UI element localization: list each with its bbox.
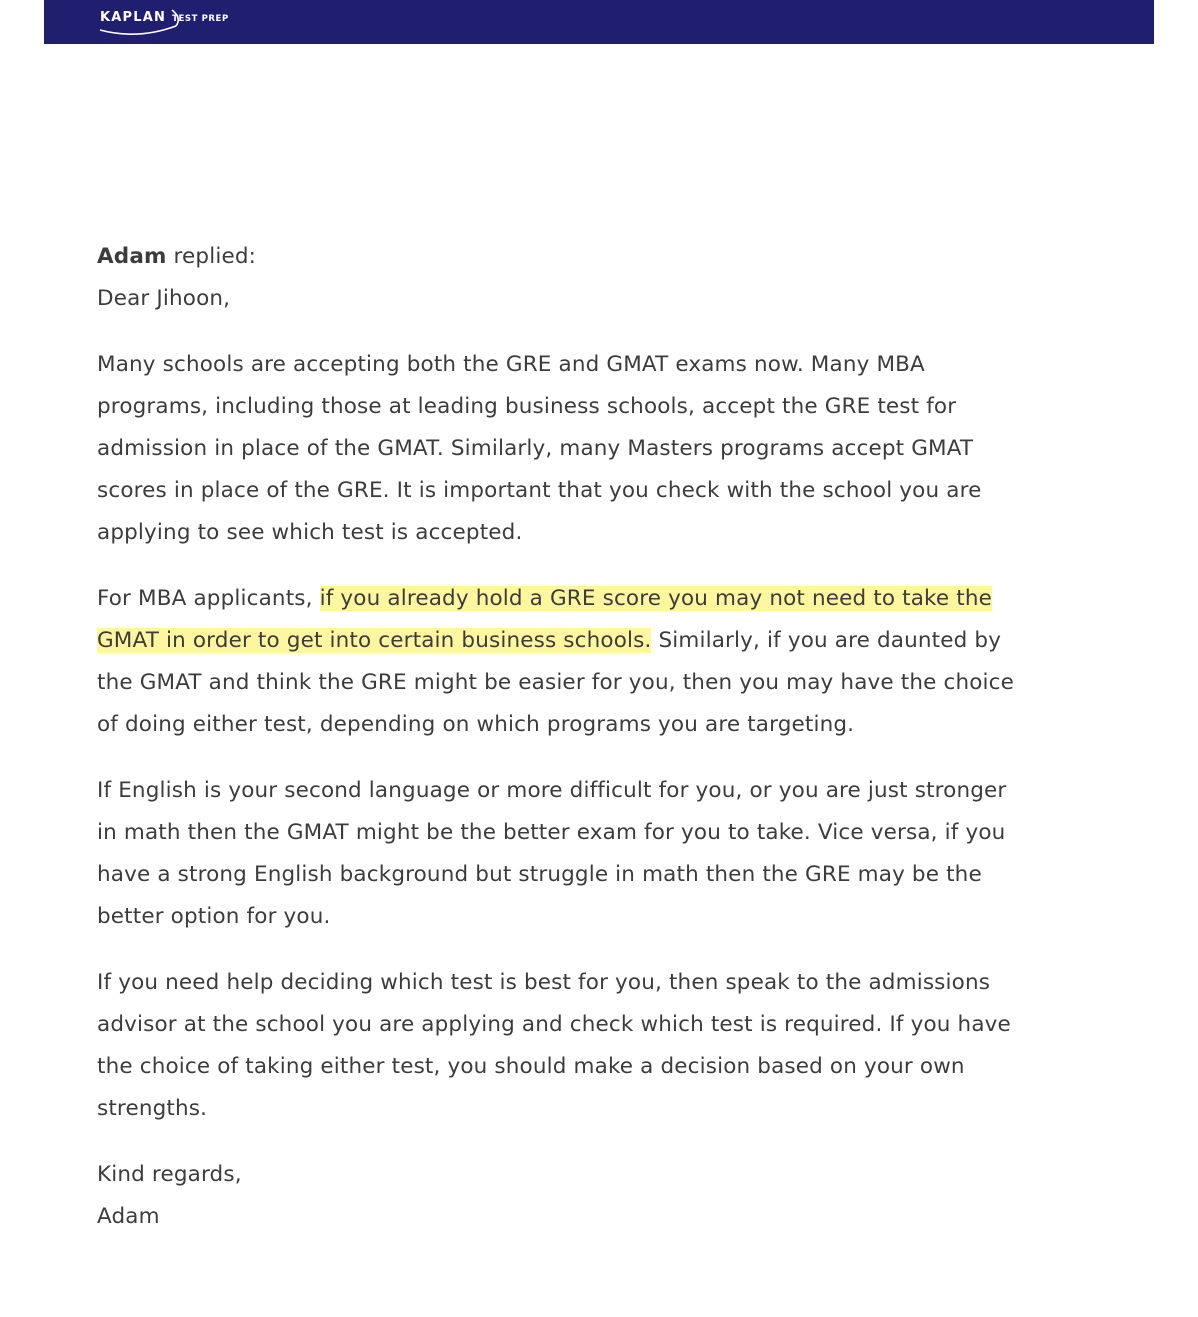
header-bar: [44, 0, 1154, 44]
paragraph-2-intro: For MBA applicants,: [97, 586, 320, 611]
closing: Kind regards,: [97, 1162, 242, 1187]
highlighted-text: if you already hold a GRE score you may not need to take the GMAT in order to get into certain business schools.: [97, 586, 992, 653]
signature: Adam: [97, 1204, 160, 1229]
logo-sub-text: TEST PREP: [172, 14, 229, 24]
reply-content: [97, 236, 1017, 1238]
paragraph-1: Many schools are accepting both the GRE and GMAT exams now. Many MBA programs, including those at leading business schools, accept the GRE test for admission in place of the GMAT. Similarly, many Masters programs accept GMAT scores in place of the GRE. It is important that you check with the school you are applying to see which test is accepted.: [97, 352, 982, 545]
paragraph-2: [97, 578, 1017, 746]
logo-brand-text: KAPLAN: [100, 10, 167, 25]
reply-author: Adam: [97, 244, 167, 269]
reply-heading: [97, 236, 1017, 278]
kaplan-logo[interactable]: [100, 6, 229, 38]
paragraph-4: If you need help deciding which test is best for you, then speak to the admissions advisor at the school you are applying and check which test is required. If you have the choice of taking either test, you should make a decision based on your own strengths.: [97, 970, 1011, 1121]
replied-label: replied:: [166, 244, 257, 269]
paragraph-3: If English is your second language or more difficult for you, or you are just stronger in math then the GMAT might be the better exam for you to take. Vice versa, if you have a strong English background but struggle in math then the GRE may be the better option for you.: [97, 778, 1007, 929]
greeting: Dear Jihoon,: [97, 286, 231, 311]
paragraph-2-rest: Similarly, if you are daunted by the GMAT and think the GRE might be easier for you, then you may have the choice of doing either test, depending on which programs you are targeting.: [97, 628, 1014, 737]
